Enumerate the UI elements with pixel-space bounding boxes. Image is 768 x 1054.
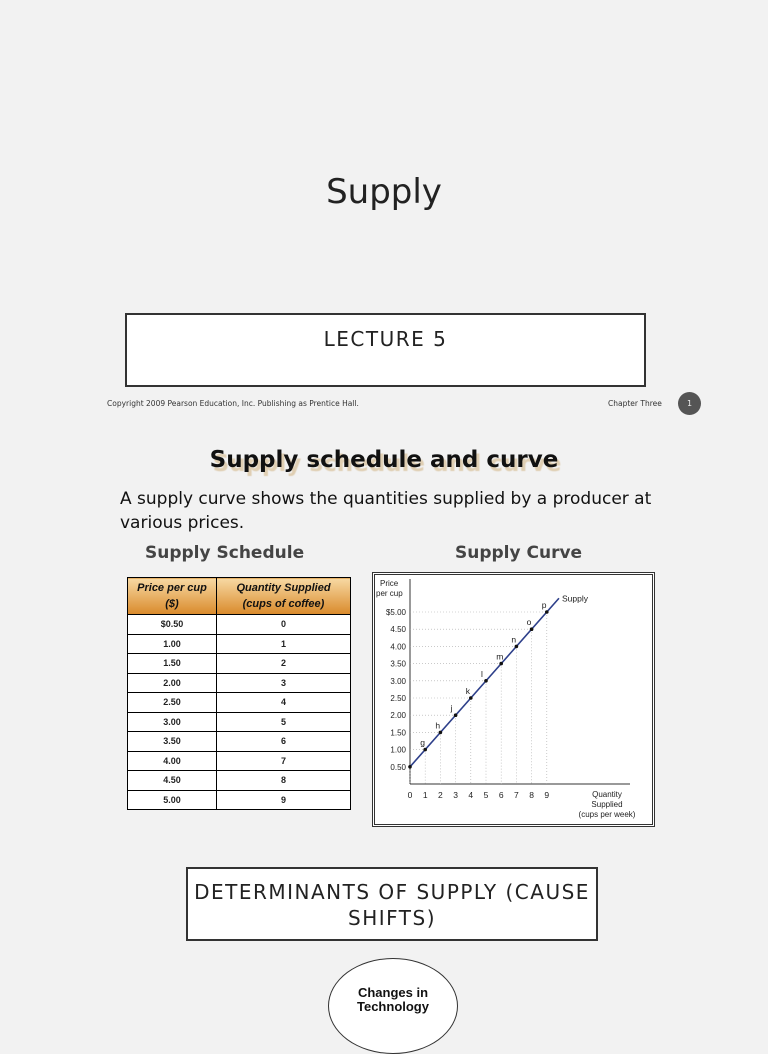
technology-label: Changes in Technology xyxy=(357,985,429,1014)
point-label: j xyxy=(450,703,453,714)
x-axis-label: Quantity Supplied (cups per week) xyxy=(578,790,636,819)
point-label: m xyxy=(496,651,504,662)
y-tick-label: 2.50 xyxy=(390,694,406,703)
point-label: n xyxy=(511,634,517,645)
quantity-cell: 0 xyxy=(217,615,351,635)
supply-schedule-heading: Supply Schedule xyxy=(145,543,305,563)
x-tick-label: 9 xyxy=(544,790,550,800)
quantity-cell: 5 xyxy=(217,712,351,732)
price-cell: 3.00 xyxy=(128,712,217,732)
table-header-row xyxy=(128,578,351,615)
quantity-cell: 8 xyxy=(217,771,351,791)
quantity-cell: 2 xyxy=(217,654,351,674)
table-row xyxy=(128,771,351,791)
price-cell: 1.00 xyxy=(128,634,217,654)
quantity-cell: 9 xyxy=(217,790,351,810)
copyright-text: Copyright 2009 Pearson Education, Inc. Publishing as Prentice Hall. xyxy=(107,399,359,408)
table-row xyxy=(128,790,351,810)
data-point xyxy=(454,713,458,717)
x-tick-label: 2 xyxy=(438,790,443,800)
point-label: h xyxy=(435,720,441,731)
point-label: g xyxy=(420,737,425,748)
data-point xyxy=(499,662,503,666)
supply-line xyxy=(410,598,559,767)
point-label: p xyxy=(541,600,547,610)
intro-text: A supply curve shows the quantities supplied by a producer at various prices. xyxy=(120,489,652,533)
price-cell: 2.00 xyxy=(128,673,217,693)
data-point xyxy=(439,731,443,735)
price-cell: $0.50 xyxy=(128,615,217,635)
determinants-label: DETERMINANTS OF SUPPLY (CAUSE SHIFTS) xyxy=(194,880,590,930)
table-row xyxy=(128,732,351,752)
supply-curve-chart xyxy=(372,572,655,827)
supply-schedule-table xyxy=(127,577,351,810)
slide-title-supply: Supply xyxy=(326,172,442,212)
quantity-cell: 6 xyxy=(217,732,351,752)
y-tick-label: 4.50 xyxy=(390,625,406,635)
price-cell: 2.50 xyxy=(128,693,217,713)
data-point xyxy=(530,627,534,631)
quantity-cell: 3 xyxy=(217,673,351,693)
price-column-header: Price per cup ($) xyxy=(128,578,217,615)
price-cell: 3.50 xyxy=(128,732,217,752)
chapter-label: Chapter Three xyxy=(608,399,662,408)
supply-curve-heading: Supply Curve xyxy=(455,543,583,563)
table-row xyxy=(128,673,351,693)
table-row xyxy=(128,654,351,674)
point-label: l xyxy=(481,668,483,679)
price-cell: 4.00 xyxy=(128,751,217,771)
lecture-label-box xyxy=(125,313,646,387)
technology-ellipse xyxy=(328,958,458,1054)
quantity-cell: 1 xyxy=(217,634,351,654)
x-tick-label: 6 xyxy=(498,790,504,800)
x-tick-label: 0 xyxy=(407,790,413,800)
y-tick-label: 1.50 xyxy=(390,728,406,738)
y-tick-label: 0.50 xyxy=(390,762,406,772)
data-point xyxy=(545,610,549,614)
table-row xyxy=(128,634,351,654)
quantity-cell: 4 xyxy=(217,693,351,713)
price-cell: 4.50 xyxy=(128,771,217,791)
point-label: k xyxy=(465,686,471,696)
y-tick-label: 1.00 xyxy=(390,745,406,755)
table-row xyxy=(128,693,351,713)
x-tick-label: 1 xyxy=(422,790,428,800)
series-label-supply: Supply xyxy=(562,593,588,604)
data-point xyxy=(408,765,412,769)
y-tick-label: $5.00 xyxy=(385,608,406,617)
data-point xyxy=(515,645,519,649)
data-point xyxy=(484,679,488,683)
quantity-cell: 7 xyxy=(217,751,351,771)
x-tick-label: 4 xyxy=(468,790,474,800)
quantity-column-header: Quantity Supplied (cups of coffee) xyxy=(217,578,351,615)
price-cell: 5.00 xyxy=(128,790,217,810)
page-number-badge: 1 xyxy=(678,392,701,415)
y-axis-label: Price per cup xyxy=(376,579,403,598)
y-tick-label: 4.00 xyxy=(390,642,406,652)
x-tick-label: 5 xyxy=(483,790,489,800)
table-row xyxy=(128,615,351,635)
x-tick-label: 8 xyxy=(529,790,534,800)
lecture-label: LECTURE 5 xyxy=(323,327,448,351)
x-tick-label: 7 xyxy=(514,790,519,800)
y-tick-label: 2.00 xyxy=(390,711,406,721)
slide-heading: Supply schedule and curve xyxy=(209,447,559,473)
data-point xyxy=(469,696,473,700)
price-cell: 1.50 xyxy=(128,654,217,674)
table-row xyxy=(128,751,351,771)
y-tick-label: 3.00 xyxy=(390,676,406,686)
data-point xyxy=(423,748,427,752)
table-row xyxy=(128,712,351,732)
determinants-box xyxy=(186,867,598,941)
y-tick-label: 3.50 xyxy=(390,659,406,669)
supply-curve-svg xyxy=(375,575,652,824)
x-tick-label: 3 xyxy=(453,790,458,800)
point-label: o xyxy=(526,617,532,628)
